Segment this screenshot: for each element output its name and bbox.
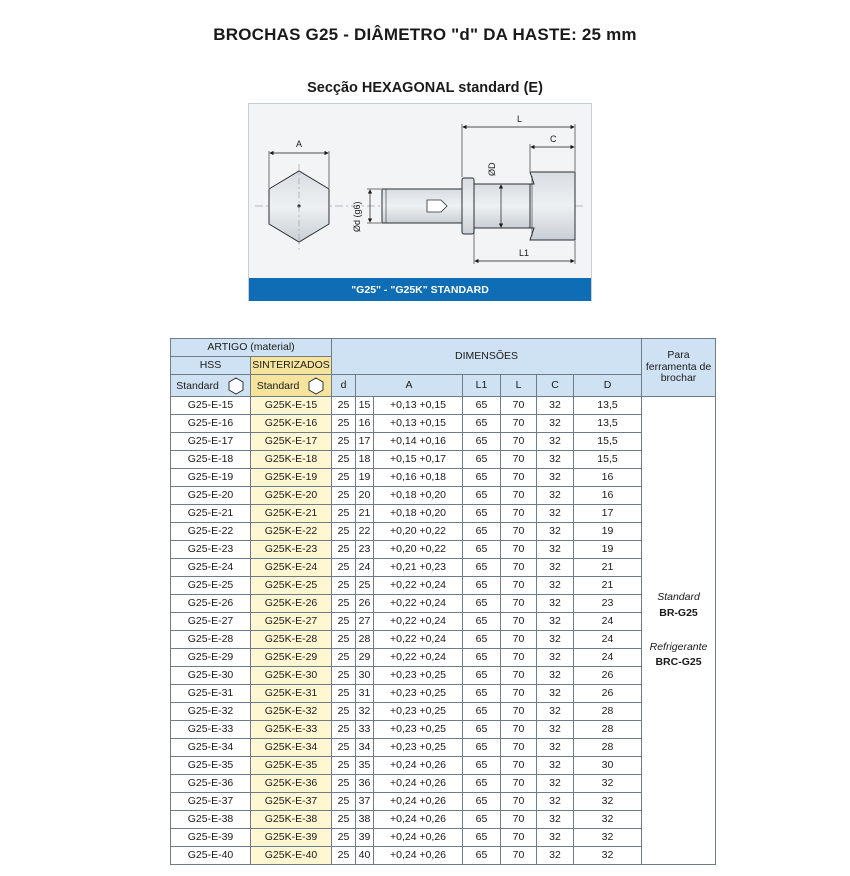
cell-l1: 65 (463, 829, 501, 847)
cell-l1: 65 (463, 415, 501, 433)
cell-c: 32 (537, 397, 574, 415)
cell-l1: 65 (463, 757, 501, 775)
cell-c: 32 (537, 703, 574, 721)
cell-tolerance: +0,23 +0,25 (374, 667, 463, 685)
sinterizado-code: G25K-E-19 (251, 469, 332, 487)
cell-a: 31 (356, 685, 374, 703)
cell-c: 32 (537, 829, 574, 847)
table-row (171, 397, 716, 415)
cell-l1: 65 (463, 793, 501, 811)
cell-dd: 32 (574, 847, 642, 865)
table-row (171, 613, 716, 631)
table-row (171, 559, 716, 577)
cell-a: 33 (356, 721, 374, 739)
cell-d: 25 (332, 667, 356, 685)
cell-dd: 32 (574, 775, 642, 793)
hss-code: G25-E-33 (171, 721, 251, 739)
cell-dd: 21 (574, 559, 642, 577)
cell-l1: 65 (463, 631, 501, 649)
cell-c: 32 (537, 559, 574, 577)
cell-dd: 15,5 (574, 451, 642, 469)
hss-code: G25-E-25 (171, 577, 251, 595)
hss-code: G25-E-17 (171, 433, 251, 451)
col-l1: L1 (463, 375, 501, 397)
cell-tolerance: +0,22 +0,24 (374, 631, 463, 649)
cell-tolerance: +0,20 +0,22 (374, 541, 463, 559)
table-row (171, 685, 716, 703)
cell-a: 38 (356, 811, 374, 829)
cell-tolerance: +0,23 +0,25 (374, 721, 463, 739)
cell-l1: 65 (463, 775, 501, 793)
cell-tolerance: +0,22 +0,24 (374, 595, 463, 613)
cell-l: 70 (501, 613, 537, 631)
cell-l1: 65 (463, 451, 501, 469)
cell-l1: 65 (463, 703, 501, 721)
table-row (171, 793, 716, 811)
cell-d: 25 (332, 685, 356, 703)
sinterizado-code: G25K-E-30 (251, 667, 332, 685)
cell-l: 70 (501, 649, 537, 667)
cell-d: 25 (332, 847, 356, 865)
sinterizado-code: G25K-E-24 (251, 559, 332, 577)
cell-l: 70 (501, 757, 537, 775)
shank (382, 189, 462, 223)
table-row (171, 847, 716, 865)
cell-l: 70 (501, 487, 537, 505)
cell-d: 25 (332, 559, 356, 577)
cell-c: 32 (537, 523, 574, 541)
cell-l: 70 (501, 469, 537, 487)
sinterizado-code: G25K-E-26 (251, 595, 332, 613)
cell-a: 18 (356, 451, 374, 469)
table-row (171, 721, 716, 739)
hss-code: G25-E-22 (171, 523, 251, 541)
cell-dd: 32 (574, 793, 642, 811)
sinterizado-code: G25K-E-17 (251, 433, 332, 451)
sinterizado-code: G25K-E-33 (251, 721, 332, 739)
cell-tolerance: +0,24 +0,26 (374, 829, 463, 847)
hss-code: G25-E-37 (171, 793, 251, 811)
cell-d: 25 (332, 523, 356, 541)
cell-c: 32 (537, 415, 574, 433)
cell-l1: 65 (463, 721, 501, 739)
table-row (171, 577, 716, 595)
sinterizado-code: G25K-E-37 (251, 793, 332, 811)
cell-tolerance: +0,23 +0,25 (374, 703, 463, 721)
col-a: A (356, 375, 463, 397)
cell-c: 32 (537, 757, 574, 775)
cell-tolerance: +0,18 +0,20 (374, 487, 463, 505)
cell-a: 24 (356, 559, 374, 577)
cell-l: 70 (501, 793, 537, 811)
cell-l: 70 (501, 541, 537, 559)
hss-code: G25-E-27 (171, 613, 251, 631)
table-row (171, 541, 716, 559)
cell-c: 32 (537, 451, 574, 469)
sinterizado-code: G25K-E-22 (251, 523, 332, 541)
technical-drawing (249, 104, 591, 278)
cell-dd: 15,5 (574, 433, 642, 451)
sinterizado-code: G25K-E-20 (251, 487, 332, 505)
cell-d: 25 (332, 415, 356, 433)
cell-l: 70 (501, 559, 537, 577)
cell-dd: 19 (574, 541, 642, 559)
cell-d: 25 (332, 577, 356, 595)
table-row (171, 433, 716, 451)
cell-d: 25 (332, 721, 356, 739)
tool-refrigerante-code: BRC-G25 (655, 656, 702, 669)
table-row (171, 487, 716, 505)
sint-standard-header (251, 375, 332, 397)
cell-d: 25 (332, 613, 356, 631)
cell-dd: 24 (574, 631, 642, 649)
cell-tolerance: +0,24 +0,26 (374, 847, 463, 865)
hss-code: G25-E-21 (171, 505, 251, 523)
artigo-header: ARTIGO (material) (171, 339, 332, 357)
cell-dd: 26 (574, 667, 642, 685)
cell-a: 36 (356, 775, 374, 793)
cell-a: 35 (356, 757, 374, 775)
para-header: Para ferramenta de brochar (642, 339, 716, 397)
cell-l: 70 (501, 685, 537, 703)
dim-label-l: L (517, 114, 523, 124)
cell-a: 34 (356, 739, 374, 757)
tool-refrigerante-label: Refrigerante (649, 640, 708, 653)
table-row (171, 739, 716, 757)
cell-c: 32 (537, 595, 574, 613)
cell-c: 32 (537, 631, 574, 649)
cell-tolerance: +0,13 +0,15 (374, 397, 463, 415)
cell-l: 70 (501, 703, 537, 721)
cell-c: 32 (537, 649, 574, 667)
cell-a: 21 (356, 505, 374, 523)
hss-code: G25-E-35 (171, 757, 251, 775)
sinterizados-header: SINTERIZADOS (251, 357, 332, 375)
cell-a: 39 (356, 829, 374, 847)
sinterizado-code: G25K-E-39 (251, 829, 332, 847)
table-row (171, 667, 716, 685)
sinterizado-code: G25K-E-15 (251, 397, 332, 415)
cell-c: 32 (537, 505, 574, 523)
hss-code: G25-E-36 (171, 775, 251, 793)
cell-dd: 13,5 (574, 415, 642, 433)
cell-d: 25 (332, 703, 356, 721)
spec-table (170, 338, 716, 865)
cell-l: 70 (501, 415, 537, 433)
sinterizado-code: G25K-E-18 (251, 451, 332, 469)
cell-l: 70 (501, 811, 537, 829)
broach-drawing (248, 103, 592, 301)
dim-label-D: ØD (487, 162, 497, 176)
hss-code: G25-E-31 (171, 685, 251, 703)
cell-c: 32 (537, 721, 574, 739)
cell-l1: 65 (463, 505, 501, 523)
cell-l: 70 (501, 505, 537, 523)
table-row (171, 469, 716, 487)
table-row (171, 649, 716, 667)
tool-standard-label: Standard (657, 591, 700, 603)
cell-tolerance: +0,14 +0,16 (374, 433, 463, 451)
col-dd: D (574, 375, 642, 397)
sinterizado-code: G25K-E-21 (251, 505, 332, 523)
cell-l1: 65 (463, 811, 501, 829)
cell-d: 25 (332, 649, 356, 667)
hss-code: G25-E-19 (171, 469, 251, 487)
cell-a: 15 (356, 397, 374, 415)
cell-dd: 30 (574, 757, 642, 775)
cell-d: 25 (332, 739, 356, 757)
cell-l1: 65 (463, 685, 501, 703)
page-title: BROCHAS G25 - DIÂMETRO "d" DA HASTE: 25 mm (213, 25, 637, 44)
cell-a: 27 (356, 613, 374, 631)
cell-dd: 17 (574, 505, 642, 523)
sinterizado-code: G25K-E-29 (251, 649, 332, 667)
cell-l: 70 (501, 397, 537, 415)
cell-tolerance: +0,21 +0,23 (374, 559, 463, 577)
cell-tolerance: +0,18 +0,20 (374, 505, 463, 523)
cell-a: 26 (356, 595, 374, 613)
cell-d: 25 (332, 631, 356, 649)
tool-cell (642, 397, 716, 865)
sinterizado-code: G25K-E-23 (251, 541, 332, 559)
hss-code: G25-E-20 (171, 487, 251, 505)
hss-code: G25-E-26 (171, 595, 251, 613)
collar (462, 178, 474, 234)
table-row (171, 631, 716, 649)
cell-tolerance: +0,16 +0,18 (374, 469, 463, 487)
sint-standard-label: Standard (256, 379, 300, 392)
dimensoes-header: DIMENSÕES (332, 339, 642, 375)
cell-l1: 65 (463, 847, 501, 865)
cell-dd: 32 (574, 811, 642, 829)
cell-l1: 65 (463, 595, 501, 613)
hss-code: G25-E-28 (171, 631, 251, 649)
hss-code: G25-E-30 (171, 667, 251, 685)
dim-label-a: A (296, 139, 303, 149)
cell-a: 32 (356, 703, 374, 721)
cell-l1: 65 (463, 469, 501, 487)
cell-a: 19 (356, 469, 374, 487)
sinterizado-code: G25K-E-35 (251, 757, 332, 775)
cell-l: 70 (501, 433, 537, 451)
cell-c: 32 (537, 541, 574, 559)
cell-a: 37 (356, 793, 374, 811)
cell-a: 25 (356, 577, 374, 595)
cell-dd: 26 (574, 685, 642, 703)
cell-d: 25 (332, 595, 356, 613)
col-l: L (501, 375, 537, 397)
table-row (171, 775, 716, 793)
cell-d: 25 (332, 775, 356, 793)
hss-code: G25-E-16 (171, 415, 251, 433)
sinterizado-code: G25K-E-34 (251, 739, 332, 757)
cell-l1: 65 (463, 433, 501, 451)
section-subtitle: Secção HEXAGONAL standard (E) (307, 80, 543, 96)
cell-l1: 65 (463, 739, 501, 757)
cell-l: 70 (501, 595, 537, 613)
cell-a: 20 (356, 487, 374, 505)
cell-c: 32 (537, 433, 574, 451)
hss-code: G25-E-32 (171, 703, 251, 721)
dim-label-l1: L1 (519, 248, 530, 258)
hss-code: G25-E-38 (171, 811, 251, 829)
cell-d: 25 (332, 541, 356, 559)
cell-a: 16 (356, 415, 374, 433)
sinterizado-code: G25K-E-32 (251, 703, 332, 721)
hss-standard-header (171, 375, 251, 397)
hss-code: G25-E-29 (171, 649, 251, 667)
cell-d: 25 (332, 505, 356, 523)
hss-header: HSS (171, 357, 251, 375)
cell-l: 70 (501, 631, 537, 649)
table-row (171, 415, 716, 433)
cell-d: 25 (332, 811, 356, 829)
cell-tolerance: +0,22 +0,24 (374, 577, 463, 595)
cell-tolerance: +0,13 +0,15 (374, 415, 463, 433)
cell-l: 70 (501, 721, 537, 739)
cell-c: 32 (537, 793, 574, 811)
cell-a: 29 (356, 649, 374, 667)
cell-d: 25 (332, 793, 356, 811)
cell-l1: 65 (463, 667, 501, 685)
cell-l: 70 (501, 775, 537, 793)
cell-dd: 28 (574, 703, 642, 721)
cell-d: 25 (332, 487, 356, 505)
cell-d: 25 (332, 757, 356, 775)
cell-dd: 28 (574, 739, 642, 757)
cell-dd: 19 (574, 523, 642, 541)
cell-dd: 32 (574, 829, 642, 847)
cell-d: 25 (332, 433, 356, 451)
cell-tolerance: +0,24 +0,26 (374, 775, 463, 793)
cell-l: 70 (501, 667, 537, 685)
cell-tolerance: +0,22 +0,24 (374, 613, 463, 631)
cell-dd: 21 (574, 577, 642, 595)
cell-tolerance: +0,15 +0,17 (374, 451, 463, 469)
cell-c: 32 (537, 469, 574, 487)
cell-a: 23 (356, 541, 374, 559)
cell-l: 70 (501, 829, 537, 847)
table-row (171, 523, 716, 541)
cell-tolerance: +0,24 +0,26 (374, 757, 463, 775)
cell-dd: 16 (574, 469, 642, 487)
cell-a: 17 (356, 433, 374, 451)
cell-a: 40 (356, 847, 374, 865)
cell-dd: 24 (574, 613, 642, 631)
cell-c: 32 (537, 667, 574, 685)
cell-c: 32 (537, 847, 574, 865)
table-row (171, 703, 716, 721)
cell-tolerance: +0,23 +0,25 (374, 739, 463, 757)
tool-standard-code: BR-G25 (659, 606, 698, 619)
cell-l1: 65 (463, 613, 501, 631)
table-row (171, 811, 716, 829)
cell-l: 70 (501, 523, 537, 541)
dim-label-d: Ød (g6) (352, 201, 362, 232)
cell-c: 32 (537, 487, 574, 505)
table-row (171, 757, 716, 775)
cell-c: 32 (537, 775, 574, 793)
cell-tolerance: +0,24 +0,26 (374, 811, 463, 829)
cell-l1: 65 (463, 523, 501, 541)
cell-a: 28 (356, 631, 374, 649)
figure-banner: "G25" - "G25K" STANDARD (249, 278, 591, 301)
cell-a: 22 (356, 523, 374, 541)
cell-l: 70 (501, 847, 537, 865)
hss-code: G25-E-15 (171, 397, 251, 415)
cell-l1: 65 (463, 397, 501, 415)
cell-c: 32 (537, 811, 574, 829)
cell-l1: 65 (463, 487, 501, 505)
cell-a: 30 (356, 667, 374, 685)
dim-label-c: C (550, 134, 557, 144)
cell-l: 70 (501, 577, 537, 595)
sinterizado-code: G25K-E-36 (251, 775, 332, 793)
hexagon-icon (227, 377, 245, 395)
cell-tolerance: +0,22 +0,24 (374, 649, 463, 667)
table-row (171, 595, 716, 613)
hss-standard-label: Standard (176, 379, 219, 392)
sinterizado-code: G25K-E-16 (251, 415, 332, 433)
hss-code: G25-E-23 (171, 541, 251, 559)
hss-code: G25-E-39 (171, 829, 251, 847)
cell-d: 25 (332, 469, 356, 487)
cell-d: 25 (332, 451, 356, 469)
col-d: d (332, 375, 356, 397)
cell-dd: 16 (574, 487, 642, 505)
cell-tolerance: +0,24 +0,26 (374, 793, 463, 811)
cell-d: 25 (332, 829, 356, 847)
cell-dd: 13,5 (574, 397, 642, 415)
cell-l: 70 (501, 739, 537, 757)
sinterizado-code: G25K-E-25 (251, 577, 332, 595)
cell-dd: 28 (574, 721, 642, 739)
cell-c: 32 (537, 685, 574, 703)
hss-code: G25-E-24 (171, 559, 251, 577)
cell-dd: 24 (574, 649, 642, 667)
col-c: C (537, 375, 574, 397)
sinterizado-code: G25K-E-28 (251, 631, 332, 649)
table-row (171, 451, 716, 469)
sinterizado-code: G25K-E-40 (251, 847, 332, 865)
cell-l1: 65 (463, 541, 501, 559)
hexagon-icon (307, 377, 325, 395)
cell-c: 32 (537, 739, 574, 757)
cell-c: 32 (537, 613, 574, 631)
sinterizado-code: G25K-E-38 (251, 811, 332, 829)
hss-code: G25-E-18 (171, 451, 251, 469)
cell-l: 70 (501, 451, 537, 469)
cell-d: 25 (332, 397, 356, 415)
cell-l1: 65 (463, 649, 501, 667)
hss-code: G25-E-40 (171, 847, 251, 865)
sinterizado-code: G25K-E-31 (251, 685, 332, 703)
table-row (171, 829, 716, 847)
cell-tolerance: +0,20 +0,22 (374, 523, 463, 541)
cell-tolerance: +0,23 +0,25 (374, 685, 463, 703)
cell-l1: 65 (463, 559, 501, 577)
hss-code: G25-E-34 (171, 739, 251, 757)
sinterizado-code: G25K-E-27 (251, 613, 332, 631)
cell-c: 32 (537, 577, 574, 595)
cell-dd: 23 (574, 595, 642, 613)
table-row (171, 505, 716, 523)
cell-l1: 65 (463, 577, 501, 595)
